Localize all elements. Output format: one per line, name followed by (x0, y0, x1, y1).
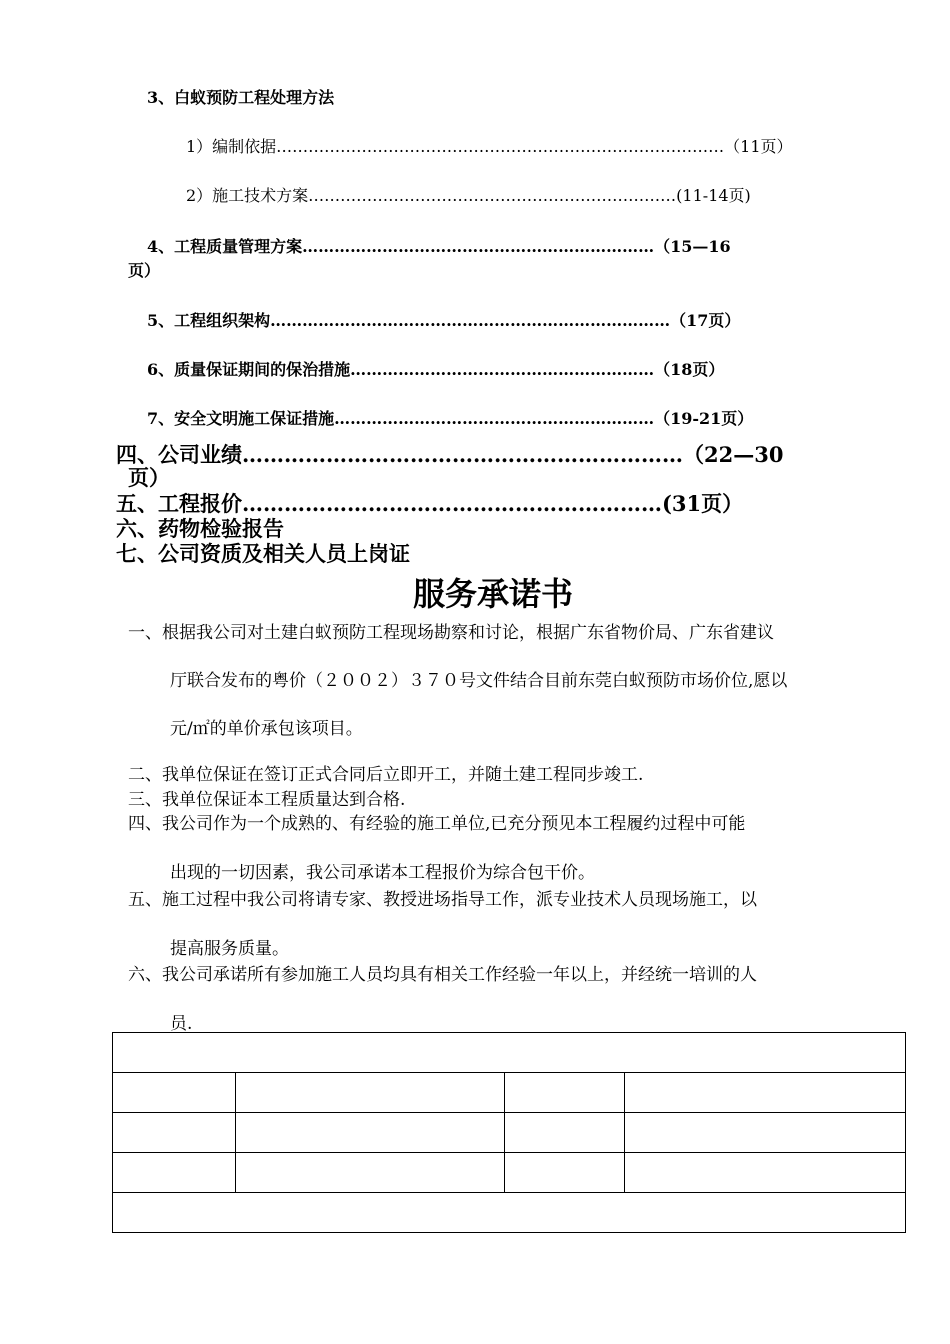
table-cell (505, 1113, 625, 1153)
table-cell (236, 1153, 505, 1193)
toc-item-3-1: 1）编制依据…………………………………………………………………………（11页） (186, 137, 793, 156)
toc-section-7: 七、公司资质及相关人员上岗证 (116, 541, 410, 566)
table-cell (505, 1153, 625, 1193)
toc-item-7: 7、安全文明施工保证措施……………………………………………………（19-21页） (147, 409, 754, 428)
table-cell (236, 1113, 505, 1153)
page-title: 服务承诺书 (412, 575, 573, 613)
commitment-item-4-line-1: 四、我公司作为一个成熟的、有经验的施工单位,已充分预见本工程履约过程中可能 (128, 814, 746, 834)
table-footer-cell (113, 1193, 906, 1233)
commitment-item-5-line-2: 提高服务质量。 (170, 939, 289, 959)
table-cell (625, 1153, 906, 1193)
commitment-item-5-line-1: 五、施工过程中我公司将请专家、教授进场指导工作，派专业技术人员现场施工，以 (128, 890, 757, 910)
commitment-item-6-line-2: 员. (170, 1014, 193, 1034)
toc-section-4-wrap: 页） (128, 465, 170, 490)
toc-item-5: 5、工程组织架构…………………………………………………………………（17页） (147, 311, 741, 330)
signature-table (112, 1032, 906, 1233)
commitment-item-1-line-1: 一、根据我公司对土建白蚁预防工程现场勘察和讨论，根据广东省物价局、广东省建议 (128, 623, 774, 643)
toc-item-3: 3、白蚁预防工程处理方法 (147, 88, 335, 107)
table-cell (505, 1073, 625, 1113)
commitment-item-4-line-2: 出现的一切因素，我公司承诺本工程报价为综合包干价。 (170, 863, 595, 883)
table-cell (113, 1153, 236, 1193)
toc-item-4-wrap: 页） (128, 261, 161, 280)
toc-item-3-2: 2）施工技术方案……………………………………………………………(11-14页) (186, 186, 751, 205)
table-row (113, 1113, 906, 1153)
commitment-item-6-line-1: 六、我公司承诺所有参加施工人员均具有相关工作经验一年以上，并经统一培训的人 (128, 965, 757, 985)
table-cell (113, 1073, 236, 1113)
table-cell (625, 1073, 906, 1113)
commitment-item-1-line-2: 厅联合发布的粤价（２００２）３７０号文件结合目前东莞白蚁预防市场价位,愿以 (170, 671, 788, 691)
table-cell (625, 1113, 906, 1153)
table-row (113, 1153, 906, 1193)
table-cell (113, 1113, 236, 1153)
commitment-item-2: 二、我单位保证在签订正式合同后立即开工，并随土建工程同步竣工. (128, 765, 644, 785)
toc-section-4: 四、公司业绩………………………………………………………（22—30 (116, 442, 784, 467)
toc-item-6: 6、质量保证期间的保治措施…………………………………………………（18页） (147, 360, 725, 379)
toc-section-6: 六、药物检验报告 (116, 516, 284, 541)
commitment-item-3: 三、我单位保证本工程质量达到合格. (128, 790, 406, 810)
table-header-cell (113, 1033, 906, 1073)
toc-section-5: 五、工程报价……………………………………………………(31页） (116, 491, 744, 516)
toc-item-4: 4、工程质量管理方案…………………………………………………………（15—16 (147, 237, 731, 256)
table-cell (236, 1073, 505, 1113)
table-row (113, 1073, 906, 1113)
commitment-item-1-line-3: 元/㎡的单价承包该项目。 (170, 719, 363, 739)
